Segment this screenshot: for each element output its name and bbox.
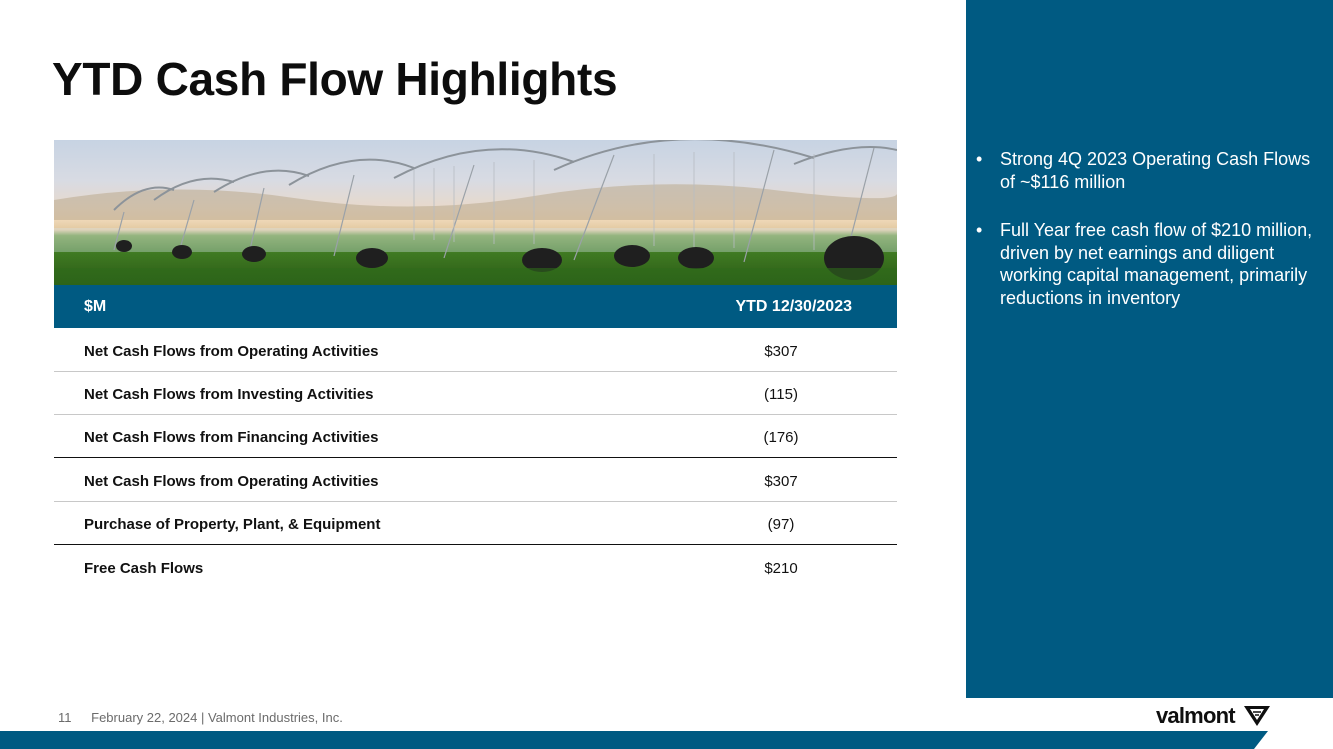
page-number: 11	[58, 710, 72, 725]
list-item	[974, 148, 1324, 193]
row-label: Net Cash Flows from Operating Activities	[84, 473, 379, 490]
row-label: Net Cash Flows from Operating Activities	[84, 343, 379, 360]
row-label: Free Cash Flows	[84, 560, 204, 577]
row-value: $210	[764, 560, 798, 577]
bullet-text: Full Year free cash flow of $210 million, driven by net earnings and diligent working capital management, primarily reductions in inventory	[1000, 220, 1313, 308]
footer-text: February 22, 2024 | Valmont Industries, Inc.	[91, 710, 343, 725]
table-row	[54, 545, 897, 589]
table-header	[54, 285, 897, 328]
row-value: (176)	[763, 429, 799, 446]
bullet-icon: •	[976, 220, 983, 240]
page-title: YTD Cash Flow Highlights	[52, 53, 618, 105]
row-label: Net Cash Flows from Financing Activities	[84, 429, 379, 446]
row-value: $307	[764, 343, 798, 360]
row-value: $307	[764, 473, 798, 490]
highlights-list	[974, 148, 1324, 335]
row-value: (115)	[764, 386, 798, 403]
irrigation-hero-image	[54, 140, 897, 285]
bullet-text: Strong 4Q 2023 Operating Cash Flows of ~$116 million	[1000, 149, 1311, 192]
table-header-value: YTD 12/30/2023	[735, 298, 852, 315]
table-row	[54, 371, 897, 415]
bottom-brand-bar	[0, 731, 1333, 749]
list-item	[974, 219, 1324, 309]
table-row	[54, 458, 897, 502]
row-value: (97)	[767, 516, 795, 533]
bullet-icon: •	[976, 149, 983, 169]
table-row	[54, 414, 897, 458]
row-label: Purchase of Property, Plant, & Equipment	[84, 516, 381, 533]
table-header-label: $M	[84, 298, 107, 315]
table-row	[54, 501, 897, 545]
valmont-v-logo-icon	[1244, 706, 1270, 726]
valmont-logo: valmont	[1156, 703, 1235, 728]
row-label: Net Cash Flows from Investing Activities	[84, 386, 374, 403]
highlights-side-panel	[966, 0, 1333, 698]
table-row	[54, 328, 897, 372]
footer	[58, 710, 343, 725]
center-pivot-irrigation-icon	[54, 140, 897, 285]
